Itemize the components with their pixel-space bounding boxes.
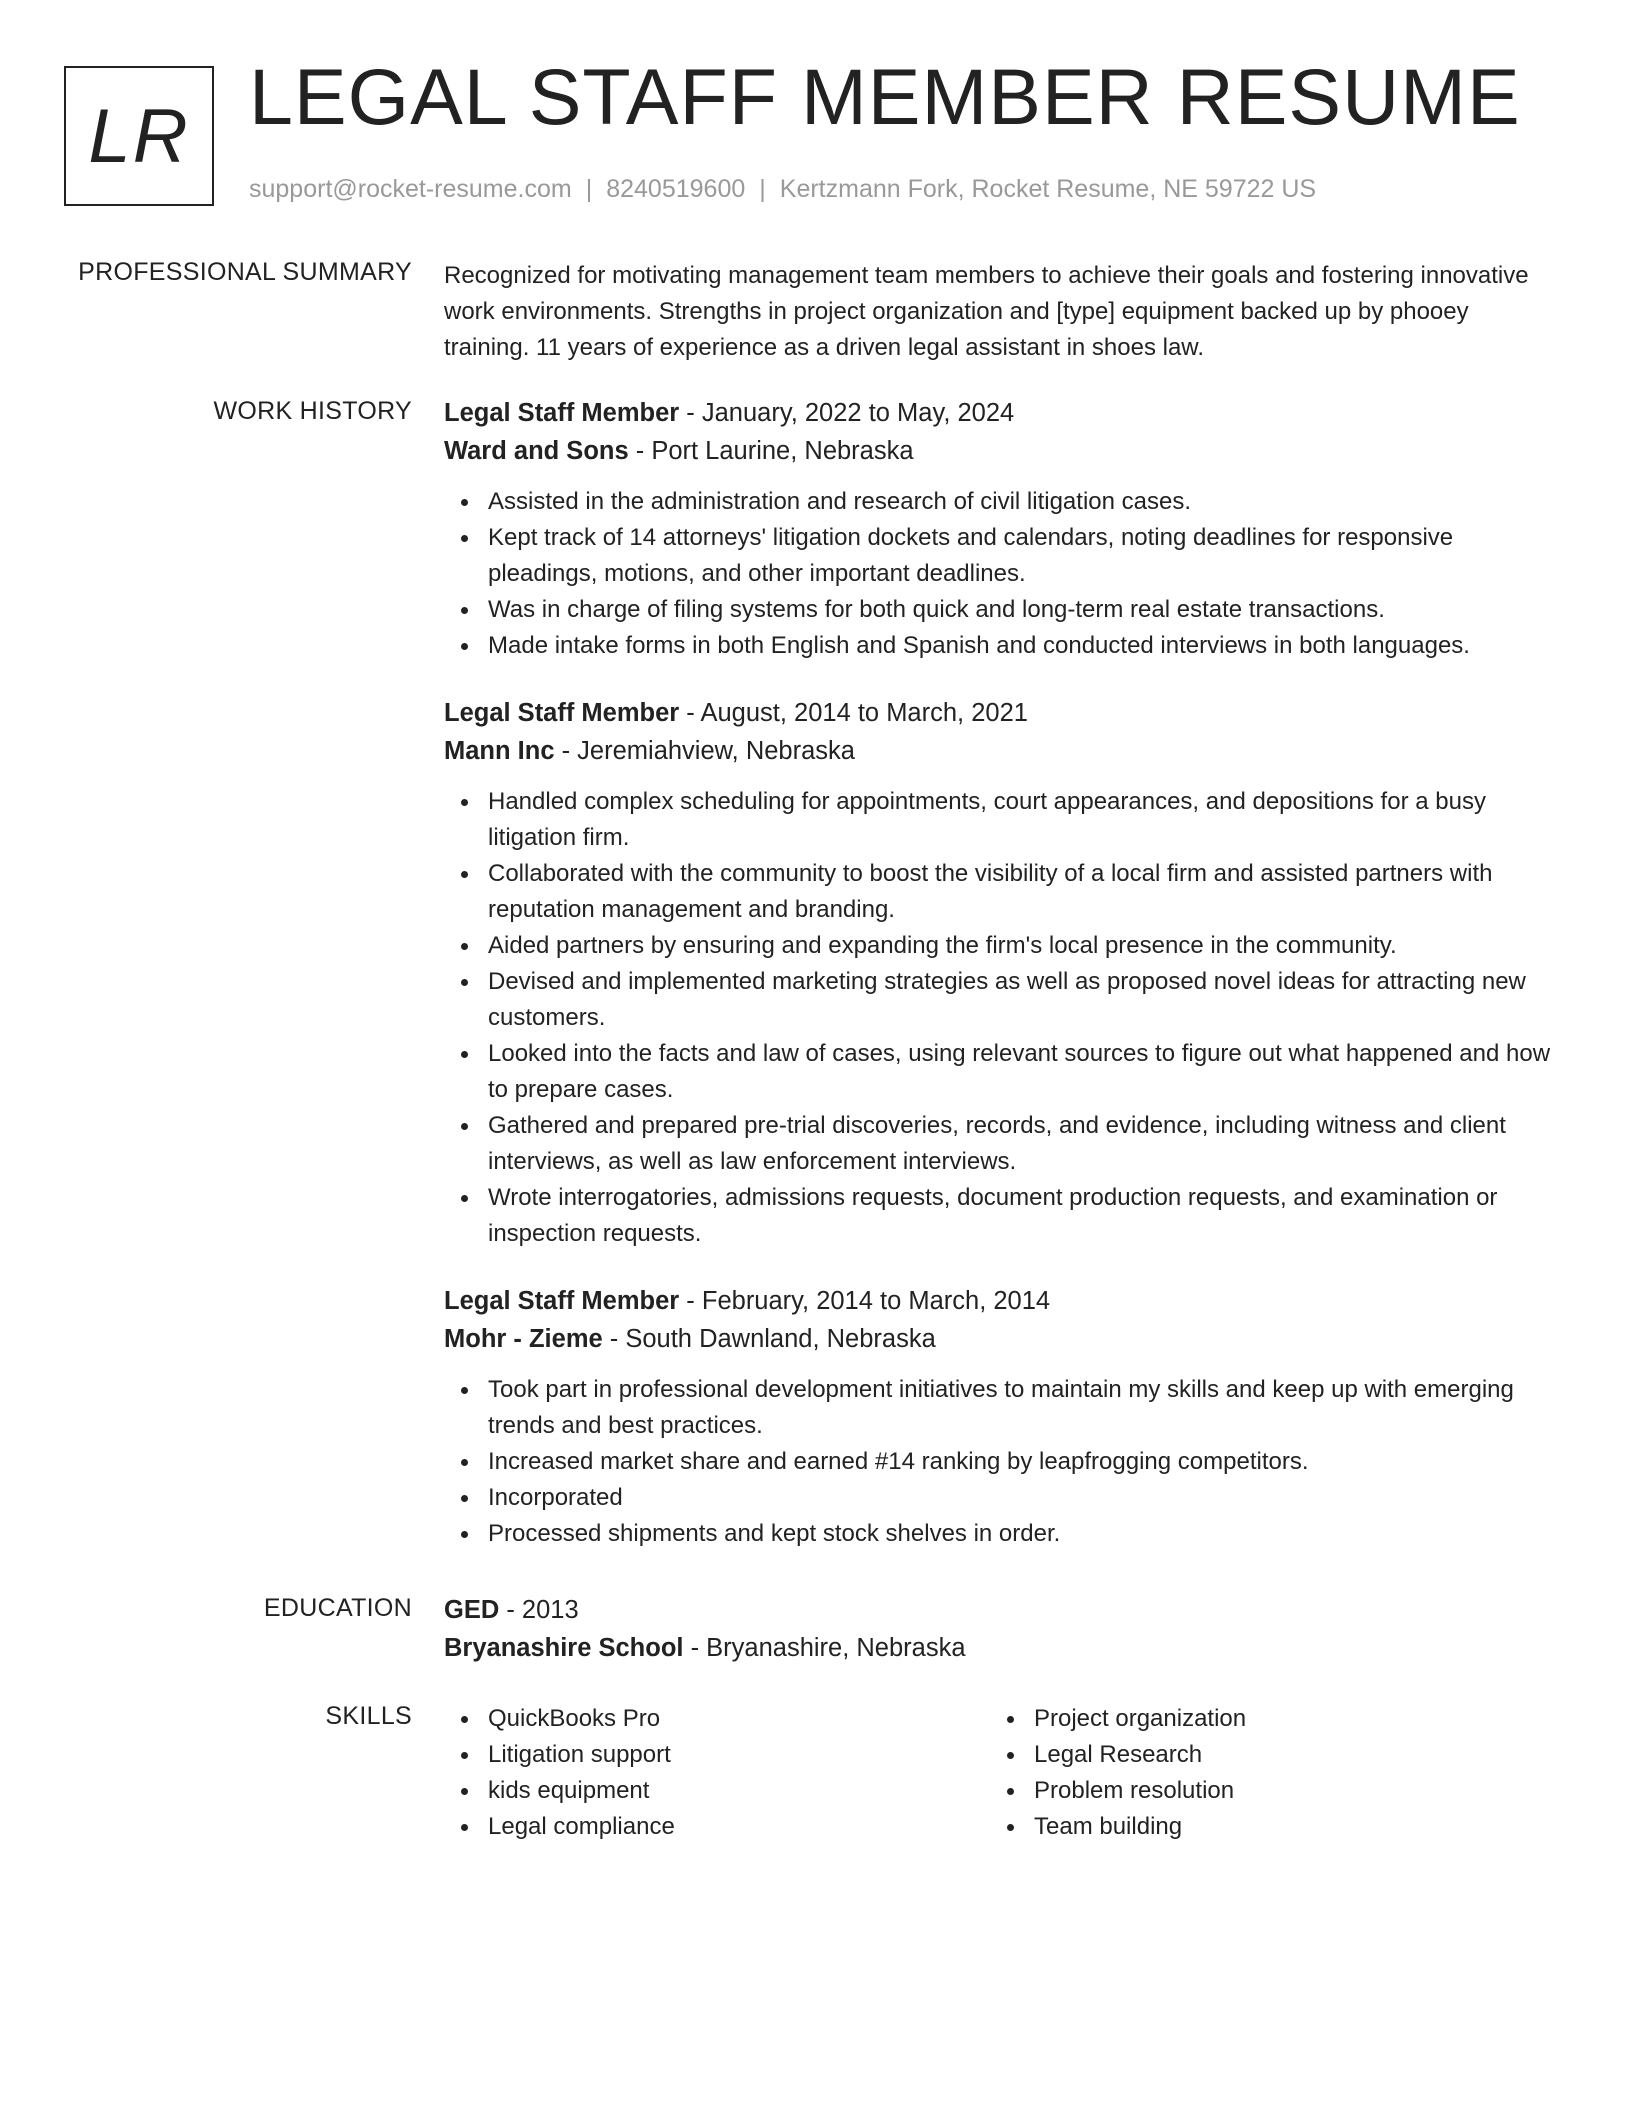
- education-degree-line: [444, 1591, 1554, 1629]
- job-bullet: Was in charge of filing systems for both quick and long-term real estate transactions.: [488, 592, 1554, 628]
- job-company-line: [444, 432, 1554, 470]
- job-dates: - August, 2014 to March, 2021: [679, 699, 1028, 727]
- education-body: [444, 1591, 1554, 1667]
- skills-list: [444, 1701, 990, 1845]
- skills-column-left: [444, 1701, 990, 1845]
- job-company-line: [444, 1320, 1554, 1358]
- contact-address: Kertzmann Fork, Rocket Resume, NE 59722 US: [779, 175, 1317, 203]
- section-label-work-history: WORK HISTORY: [213, 397, 412, 425]
- job-location: - Jeremiahview, Nebraska: [554, 737, 855, 765]
- job-bullet: Aided partners by ensuring and expanding the firm's local presence in the community.: [488, 928, 1554, 964]
- summary-text: Recognized for motivating management team members to achieve their goals and fostering innovative work environments. Strengths in project organization and [type] equipment backed up by phooey training. 11 years of experience as a driven legal assistant in shoes law.: [444, 262, 1529, 361]
- contact-separator: |: [585, 175, 593, 203]
- job-entry: [444, 694, 1554, 1252]
- skill-item: Team building: [1034, 1809, 1536, 1845]
- contact-email: support@rocket-resume.com: [249, 175, 572, 203]
- job-location: - South Dawnland, Nebraska: [602, 1325, 936, 1353]
- job-bullet: Made intake forms in both English and Spanish and conducted interviews in both languages.: [488, 628, 1554, 664]
- summary-body: [444, 258, 1554, 366]
- job-company: Mohr - Zieme: [444, 1325, 603, 1353]
- job-bullet: Looked into the facts and law of cases, using relevant sources to figure out what happened and how to prepare cases.: [488, 1036, 1554, 1108]
- education-location: - Bryanashire, Nebraska: [683, 1634, 966, 1662]
- job-dates: - January, 2022 to May, 2024: [679, 399, 1015, 427]
- education-school-line: [444, 1629, 1554, 1667]
- job-bullet: Incorporated: [488, 1480, 1554, 1516]
- job-title: Legal Staff Member: [444, 699, 680, 727]
- monogram-logo: [64, 66, 214, 206]
- work-history-body: [444, 394, 1554, 1582]
- job-title-line: [444, 694, 1554, 732]
- job-bullet: Increased market share and earned #14 ranking by leapfrogging competitors.: [488, 1444, 1554, 1480]
- resume-title: LEGAL STAFF MEMBER RESUME: [249, 52, 1521, 141]
- contact-phone: 8240519600: [606, 175, 746, 203]
- job-dates: - February, 2014 to March, 2014: [679, 1287, 1051, 1315]
- contact-separator: |: [759, 175, 766, 203]
- job-bullets: [444, 1372, 1554, 1552]
- section-label-skills: SKILLS: [325, 1702, 412, 1730]
- job-location: - Port Laurine, Nebraska: [628, 437, 914, 465]
- job-bullets: [444, 484, 1554, 664]
- job-bullet: Collaborated with the community to boost the visibility of a local firm and assisted partners with reputation management and branding.: [488, 856, 1554, 928]
- education-degree: GED: [444, 1596, 500, 1624]
- skill-item: Project organization: [1034, 1701, 1536, 1737]
- education-school: Bryanashire School: [444, 1634, 684, 1662]
- job-company: Mann Inc: [444, 737, 555, 765]
- skill-item: Litigation support: [488, 1737, 990, 1773]
- skill-item: Legal Research: [1034, 1737, 1536, 1773]
- job-title: Legal Staff Member: [444, 399, 680, 427]
- section-label-summary: PROFESSIONAL SUMMARY: [78, 258, 412, 286]
- job-bullet: Wrote interrogatories, admissions requests, document production requests, and examination or inspection requests.: [488, 1180, 1554, 1252]
- skill-item: kids equipment: [488, 1773, 990, 1809]
- job-bullets: [444, 784, 1554, 1252]
- contact-line: [249, 175, 1316, 204]
- skill-item: QuickBooks Pro: [488, 1701, 990, 1737]
- section-label-education: EDUCATION: [263, 1594, 412, 1622]
- job-title-line: [444, 394, 1554, 432]
- job-bullet: Processed shipments and kept stock shelves in order.: [488, 1516, 1554, 1552]
- job-title-line: [444, 1282, 1554, 1320]
- job-entry: [444, 394, 1554, 664]
- skills-column-right: [990, 1701, 1536, 1845]
- job-bullet: Assisted in the administration and research of civil litigation cases.: [488, 484, 1554, 520]
- job-title: Legal Staff Member: [444, 1287, 680, 1315]
- education-year: - 2013: [499, 1596, 579, 1624]
- skill-item: Problem resolution: [1034, 1773, 1536, 1809]
- job-company-line: [444, 732, 1554, 770]
- job-bullet: Handled complex scheduling for appointments, court appearances, and depositions for a busy litigation firm.: [488, 784, 1554, 856]
- job-entry: [444, 1282, 1554, 1552]
- job-bullet: Kept track of 14 attorneys' litigation dockets and calendars, noting deadlines for responsive pleadings, motions, and other important deadlines.: [488, 520, 1554, 592]
- skill-item: Legal compliance: [488, 1809, 990, 1845]
- job-bullet: Took part in professional development initiatives to maintain my skills and keep up with emerging trends and best practices.: [488, 1372, 1554, 1444]
- monogram-text: LR: [88, 93, 190, 179]
- skills-grid: [444, 1701, 1554, 1845]
- job-bullet: Devised and implemented marketing strategies as well as proposed novel ideas for attracting new customers.: [488, 964, 1554, 1036]
- skills-list: [990, 1701, 1536, 1845]
- skills-body: [444, 1701, 1554, 1845]
- job-company: Ward and Sons: [444, 437, 629, 465]
- job-bullet: Gathered and prepared pre-trial discoveries, records, and evidence, including witness and client interviews, as well as law enforcement interviews.: [488, 1108, 1554, 1180]
